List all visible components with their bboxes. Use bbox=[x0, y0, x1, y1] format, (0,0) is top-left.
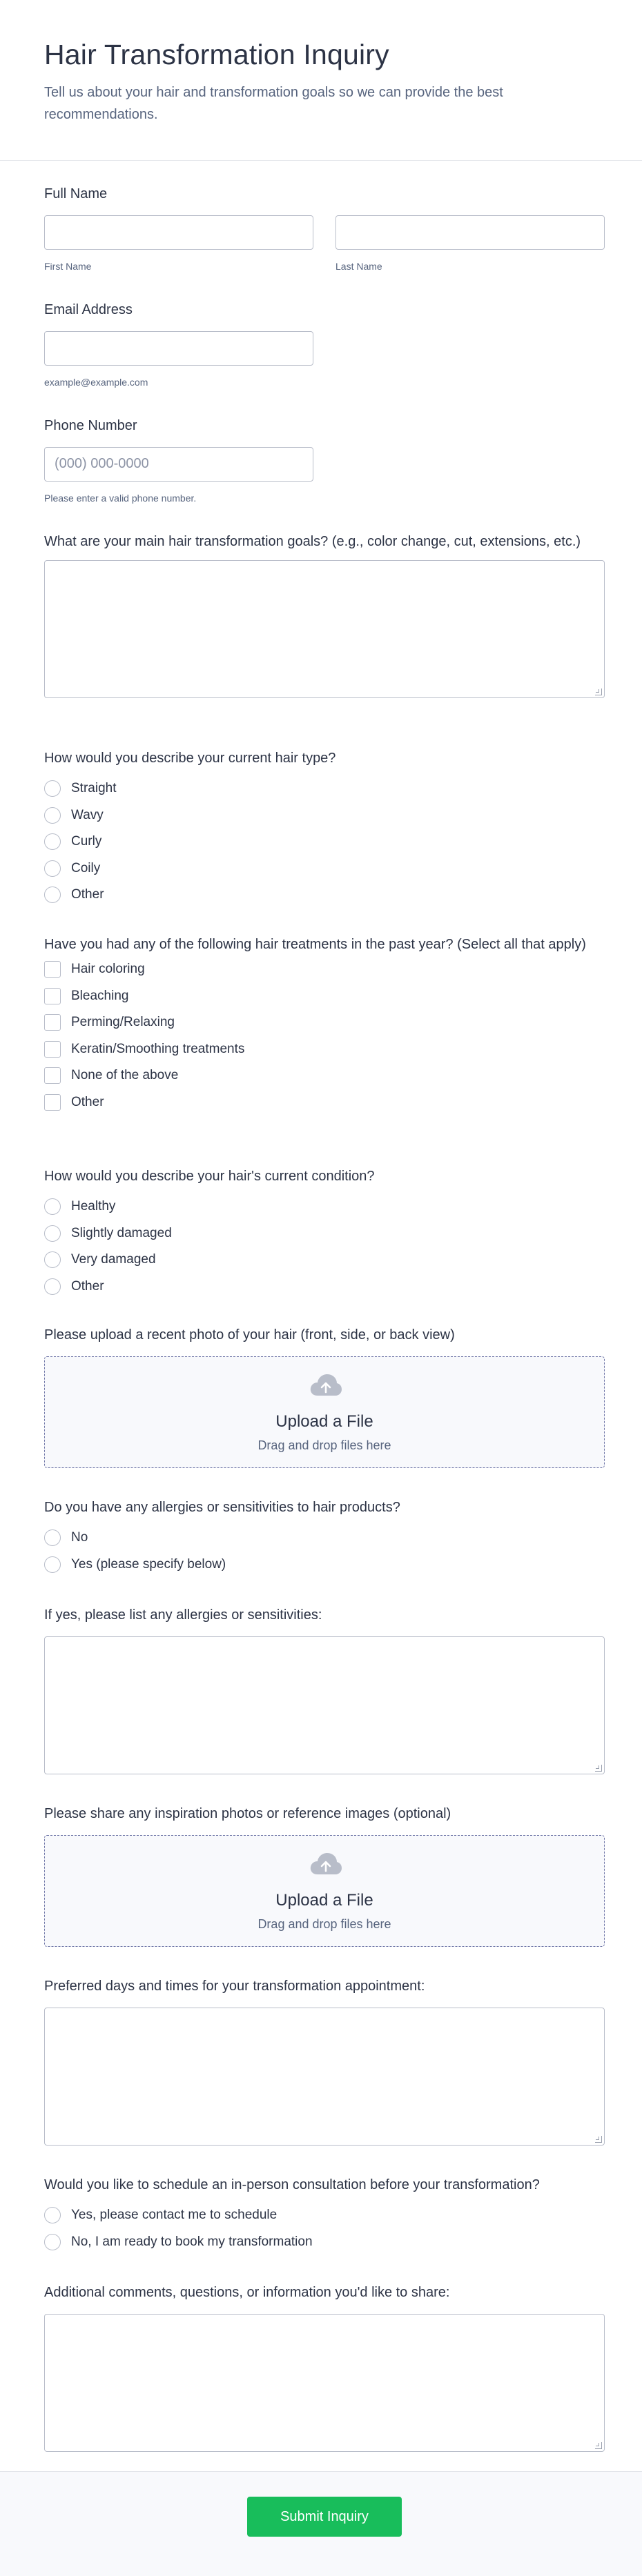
radio-button[interactable] bbox=[44, 1278, 61, 1295]
phone-sublabel: Please enter a valid phone number. bbox=[44, 493, 197, 504]
hair-type-label: How would you describe your current hair type? bbox=[44, 751, 336, 766]
page-subtitle: Tell us about your hair and transformation goals so we can provide the best recommendations. bbox=[44, 85, 503, 122]
form-footer bbox=[0, 2471, 642, 2576]
condition-option[interactable]: Very damaged bbox=[44, 1247, 605, 1274]
goals-textarea[interactable] bbox=[44, 560, 605, 698]
preferred-times-textarea[interactable] bbox=[44, 2008, 605, 2146]
email-sublabel: example@example.com bbox=[44, 377, 148, 388]
submit-button[interactable]: Submit Inquiry bbox=[247, 2497, 402, 2537]
checkbox[interactable] bbox=[44, 1067, 61, 1084]
email-input[interactable] bbox=[44, 331, 313, 366]
allergies-list-label: If yes, please list any allergies or sensitivities: bbox=[44, 1607, 322, 1623]
radio-button[interactable] bbox=[44, 1198, 61, 1215]
hair-type-option[interactable]: Other bbox=[44, 882, 605, 909]
upload-title: Upload a File bbox=[275, 1891, 373, 1910]
cloud-upload-icon bbox=[309, 1372, 342, 1398]
treatment-option[interactable]: Keratin/Smoothing treatments bbox=[44, 1036, 605, 1063]
resize-grip-icon[interactable] bbox=[595, 2442, 602, 2449]
comments-field bbox=[44, 2283, 605, 2452]
resize-grip-icon[interactable] bbox=[595, 2136, 602, 2143]
condition-label: How would you describe your hair's current condition? bbox=[44, 1169, 375, 1184]
inspiration-upload-label: Please share any inspiration photos or reference images (optional) bbox=[44, 1806, 451, 1821]
upload-subtitle: Drag and drop files here bbox=[257, 1438, 391, 1452]
checkbox[interactable] bbox=[44, 988, 61, 1004]
consultation-option[interactable]: Yes, please contact me to schedule bbox=[44, 2202, 605, 2229]
checkbox[interactable] bbox=[44, 1014, 61, 1031]
consultation-field bbox=[44, 2176, 605, 2255]
treatments-label: Have you had any of the following hair treatments in the past year? (Select all that apply) bbox=[44, 937, 586, 952]
checkbox[interactable] bbox=[44, 1041, 61, 1058]
first-name-input[interactable] bbox=[44, 215, 313, 250]
condition-field bbox=[44, 1167, 605, 1300]
upload-subtitle: Drag and drop files here bbox=[257, 1917, 391, 1931]
hair-type-option[interactable]: Curly bbox=[44, 829, 605, 855]
preferred-times-label: Preferred days and times for your transformation appointment: bbox=[44, 1979, 425, 1994]
goals-label: What are your main hair transformation goals? (e.g., color change, cut, extensions, etc.) bbox=[44, 534, 581, 549]
email-label: Email Address bbox=[44, 302, 133, 317]
phone-input[interactable]: (000) 000-0000 bbox=[44, 447, 313, 482]
full-name-field bbox=[44, 185, 605, 273]
radio-button[interactable] bbox=[44, 886, 61, 903]
radio-button[interactable] bbox=[44, 2234, 61, 2250]
full-name-label: Full Name bbox=[44, 186, 108, 201]
allergies-list-field bbox=[44, 1606, 605, 1774]
hair-type-option[interactable]: Coily bbox=[44, 855, 605, 882]
comments-textarea[interactable] bbox=[44, 2314, 605, 2452]
cloud-upload-icon bbox=[309, 1851, 342, 1877]
treatment-option[interactable]: Perming/Relaxing bbox=[44, 1009, 605, 1036]
checkbox[interactable] bbox=[44, 1094, 61, 1111]
inspiration-upload-dropzone[interactable] bbox=[44, 1835, 605, 1947]
radio-button[interactable] bbox=[44, 1225, 61, 1242]
comments-label: Additional comments, questions, or information you'd like to share: bbox=[44, 2285, 450, 2300]
allergies-label: Do you have any allergies or sensitivities to hair products? bbox=[44, 1500, 400, 1515]
upload-title: Upload a File bbox=[275, 1412, 373, 1431]
consultation-label: Would you like to schedule an in-person consultation before your transformation? bbox=[44, 2177, 540, 2192]
radio-button[interactable] bbox=[44, 1556, 61, 1573]
goals-field bbox=[44, 533, 605, 698]
phone-field bbox=[44, 417, 605, 504]
treatments-field bbox=[44, 935, 605, 1116]
first-name-sublabel: First Name bbox=[44, 261, 92, 272]
radio-button[interactable] bbox=[44, 1251, 61, 1268]
phone-label: Phone Number bbox=[44, 418, 137, 433]
allergies-textarea[interactable] bbox=[44, 1636, 605, 1774]
condition-option[interactable]: Slightly damaged bbox=[44, 1220, 605, 1247]
photo-upload-label: Please upload a recent photo of your hair (front, side, or back view) bbox=[44, 1327, 455, 1343]
radio-button[interactable] bbox=[44, 860, 61, 877]
photo-upload-field bbox=[44, 1326, 605, 1468]
hair-type-option[interactable]: Wavy bbox=[44, 802, 605, 829]
photo-upload-dropzone[interactable] bbox=[44, 1356, 605, 1468]
radio-button[interactable] bbox=[44, 2207, 61, 2223]
treatment-option[interactable]: Other bbox=[44, 1089, 605, 1116]
hair-type-option[interactable]: Straight bbox=[44, 775, 605, 802]
preferred-times-field bbox=[44, 1977, 605, 2146]
inspiration-upload-field bbox=[44, 1805, 605, 1947]
allergies-option[interactable]: Yes (please specify below) bbox=[44, 1552, 605, 1578]
treatment-option[interactable]: Bleaching bbox=[44, 983, 605, 1010]
resize-grip-icon[interactable] bbox=[595, 1765, 602, 1772]
last-name-sublabel: Last Name bbox=[335, 261, 382, 272]
checkbox[interactable] bbox=[44, 961, 61, 978]
email-field bbox=[44, 301, 605, 388]
last-name-input[interactable] bbox=[335, 215, 605, 250]
condition-option[interactable]: Other bbox=[44, 1274, 605, 1300]
allergies-option[interactable]: No bbox=[44, 1525, 605, 1552]
condition-option[interactable]: Healthy bbox=[44, 1193, 605, 1220]
consultation-option[interactable]: No, I am ready to book my transformation bbox=[44, 2229, 605, 2256]
resize-grip-icon[interactable] bbox=[595, 688, 602, 695]
treatment-option[interactable]: None of the above bbox=[44, 1062, 605, 1089]
radio-button[interactable] bbox=[44, 833, 61, 850]
radio-button[interactable] bbox=[44, 807, 61, 824]
radio-button[interactable] bbox=[44, 1529, 61, 1546]
treatment-option[interactable]: Hair coloring bbox=[44, 956, 605, 983]
form-header bbox=[0, 0, 642, 161]
allergies-field bbox=[44, 1498, 605, 1578]
hair-type-field bbox=[44, 749, 605, 909]
page-title: Hair Transformation Inquiry bbox=[44, 39, 389, 70]
radio-button[interactable] bbox=[44, 780, 61, 797]
